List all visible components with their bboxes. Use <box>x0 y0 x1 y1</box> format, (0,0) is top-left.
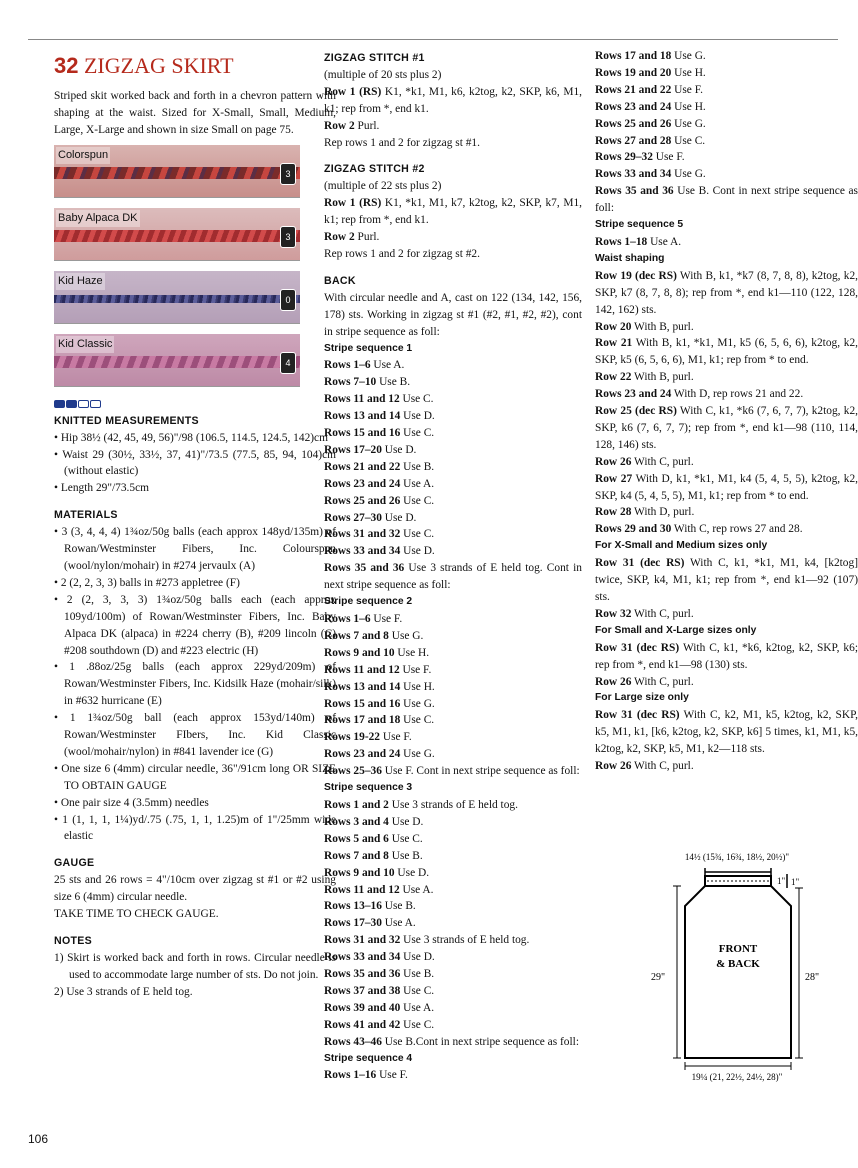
row-label: Rows 11 and 12 <box>324 393 400 406</box>
row-label: Rows 11 and 12 <box>324 883 400 896</box>
pattern-row <box>595 758 858 775</box>
top-rule <box>28 39 838 40</box>
pattern-row <box>324 696 582 713</box>
row-text: Use A. <box>400 1001 435 1014</box>
pattern-row <box>324 932 582 949</box>
pattern-row <box>324 628 582 645</box>
row-label: Rows 33 and 34 <box>324 545 401 558</box>
zigzag2-heading: ZIGZAG STITCH #2 <box>324 163 425 176</box>
row-text: With D, rep rows 21 and 22. <box>671 388 804 401</box>
pattern-row <box>595 65 858 82</box>
pattern-row <box>595 149 858 166</box>
row-label: Row 31 (dec RS) <box>595 709 680 722</box>
gauge-heading: GAUGE <box>54 857 95 870</box>
row-text: With B, k1, *k1, M1, k5 (6, 5, 6, 6), k2tog, k2, SKP, k5 (6, 5, 6, 6), M1, k1; rep from * to end. <box>595 337 858 367</box>
pattern-row <box>324 476 582 493</box>
note-item: 1) Skirt is worked back and forth in rows. Circular needle is used to accommodate large number of sts. Do not join. <box>54 951 336 981</box>
row-label: Rows 17 and 18 <box>595 50 672 62</box>
stripe1-heading: Stripe sequence 1 <box>324 342 413 354</box>
pattern-row <box>595 521 858 538</box>
pattern-row <box>324 865 582 882</box>
row-label: Row 1 (RS) <box>324 85 382 98</box>
list-item: • 2 (2, 2, 3, 3) balls in #273 appletree (F) <box>54 576 240 589</box>
row-text: Use B. <box>381 900 416 913</box>
row-label: Row 28 <box>595 506 632 519</box>
yarn-strand <box>54 167 300 179</box>
list-item: • 1 .88oz/25g balls (each approx 229yd/209m) of Rowan/Westminster Fibers, Inc. Kidsilk Haze (mohair/silk) in #632 hurricane (E) <box>54 661 336 708</box>
row-text: Use F. <box>652 151 685 164</box>
row-text: Use C. <box>400 1018 435 1031</box>
pattern-row <box>595 166 858 183</box>
yarn-strand <box>54 295 300 303</box>
row-text: Use F. <box>370 613 403 625</box>
schematic-top-label: 14½ (15¾, 16¾, 18½, 20½)" <box>684 852 790 862</box>
pattern-row <box>324 246 582 263</box>
row-label: Rows 17–30 <box>324 917 382 930</box>
pattern-row <box>595 48 858 65</box>
stripe4-rows-first <box>324 1067 582 1084</box>
pattern-row <box>324 1034 582 1051</box>
row-label: Rows 15 and 16 <box>324 697 401 710</box>
row-text: Use C. <box>400 494 435 507</box>
back-heading: BACK <box>324 274 356 287</box>
row-label: Rows 25–36 <box>324 765 382 778</box>
row-label: Rows 23 and 24 <box>324 748 401 761</box>
note-item: 2) Use 3 strands of E held tog. <box>54 985 193 998</box>
pattern-page <box>30 48 858 1118</box>
list-item: • One size 6 (4mm) circular needle, 36"/91cm long OR SIZE TO OBTAIN GAUGE <box>54 762 336 792</box>
large-rows <box>595 707 858 775</box>
pattern-row <box>324 966 582 983</box>
row-label: Rows 1–18 <box>595 235 648 248</box>
row-text: Use A. <box>400 477 435 490</box>
pattern-row <box>324 195 582 229</box>
row-label: Rows 27–30 <box>324 511 382 524</box>
row-text: Use C. <box>400 528 435 541</box>
row-label: Rows 15 and 16 <box>324 427 401 440</box>
row-text: Use A. <box>399 883 434 896</box>
pattern-row <box>595 268 858 319</box>
pattern-row <box>324 493 582 510</box>
pattern-row <box>324 898 582 915</box>
skirt-schematic <box>637 848 837 1088</box>
row-text: Use F. Cont in next stripe sequence as foll: <box>381 765 580 778</box>
pattern-row <box>595 183 858 217</box>
row-text: Use F. <box>380 731 412 744</box>
row-text: Use B. <box>376 376 411 389</box>
pattern-row <box>595 471 858 505</box>
row-text: With B, purl. <box>631 371 694 384</box>
row-label: Row 26 <box>595 760 632 773</box>
xs-med-heading: For X-Small and Medium sizes only <box>595 540 768 552</box>
row-text: Use D. <box>388 815 424 828</box>
pattern-row <box>324 814 582 831</box>
zigzag2-rows <box>324 195 582 263</box>
row-text: Use F. <box>671 83 703 96</box>
materials-heading: MATERIALS <box>54 509 118 522</box>
pattern-row <box>595 133 858 150</box>
row-label: Rows 21 and 22 <box>595 83 672 96</box>
row-text: Use D. <box>381 443 417 456</box>
row-label: Rows 29–32 <box>595 151 653 164</box>
row-label: Row 25 (dec RS) <box>595 405 677 418</box>
row-text: Use B. <box>400 460 435 473</box>
row-label: Rows 31 and 32 <box>324 528 401 541</box>
row-text: Rep rows 1 and 2 for zigzag st #1. <box>324 136 480 149</box>
row-text: K1, *k1, M1, k6, k2tog, k2, SKP, k6, M1, k1; rep from *, end k1. <box>324 85 582 115</box>
pattern-row <box>324 882 582 899</box>
pattern-row <box>324 1017 582 1034</box>
pattern-row <box>324 135 582 152</box>
pattern-row <box>595 674 858 691</box>
row-label: Row 2 <box>324 231 355 244</box>
row-label: Rows 3 and 4 <box>324 815 389 828</box>
row-label: Row 22 <box>595 371 632 384</box>
row-text: With B, purl. <box>631 320 694 333</box>
row-label: Rows 23 and 24 <box>595 100 672 113</box>
row-text: Use A. <box>370 359 405 372</box>
notes-list <box>54 950 336 1001</box>
row-label: Rows 7 and 8 <box>324 629 389 642</box>
row-label: Rows 35 and 36 <box>324 562 405 575</box>
pattern-row <box>324 662 582 679</box>
yarn-weight-icon: 3 <box>280 226 296 248</box>
pattern-row <box>324 848 582 865</box>
pattern-row <box>324 645 582 662</box>
row-label: Rows 35 and 36 <box>324 968 401 981</box>
row-text: Use C. <box>400 714 435 727</box>
pattern-row <box>324 391 582 408</box>
yarn-strand <box>54 356 300 368</box>
stripe5-heading: Stripe sequence 5 <box>595 219 684 231</box>
row-text: Use C. <box>399 393 434 406</box>
yarn-swatch <box>54 208 300 261</box>
stripe4-heading: Stripe sequence 4 <box>324 1052 413 1064</box>
page-number: 106 <box>28 1132 49 1146</box>
pattern-row <box>595 504 858 521</box>
row-label: Rows 9 and 10 <box>324 866 395 879</box>
xs-med-rows <box>595 555 858 623</box>
schematic-label: FRONT & BACK <box>716 943 760 970</box>
list-item: • Length 29"/73.5cm <box>54 482 150 495</box>
pattern-row <box>595 335 858 369</box>
pattern-name: ZIGZAG SKIRT <box>83 53 234 78</box>
pattern-row <box>324 729 582 746</box>
waist-heading: Waist shaping <box>595 252 665 264</box>
row-label: Rows 13 and 14 <box>324 410 401 423</box>
row-text: Use G. <box>400 748 435 761</box>
row-text: Use B. <box>388 849 423 862</box>
row-text: Use 3 strands of E held tog. <box>388 798 518 811</box>
row-text: Use C. <box>388 832 423 845</box>
list-item: • Waist 29 (30½, 33½, 37, 41)"/73.5 (77.5, 85, 94, 104)cm (without elastic) <box>54 448 336 478</box>
pattern-row <box>324 374 582 391</box>
row-text: Use H. <box>671 66 706 79</box>
stripe2-heading: Stripe sequence 2 <box>324 596 413 608</box>
list-item: • 3 (3, 4, 4, 4) 1¾oz/50g balls (each approx 148yd/135m) of Rowan/Westminster Fibers, Inc. Colourspun (wool/nylon/mohair) in #274 jervaulx (A) <box>54 526 336 572</box>
row-label: Row 32 <box>595 607 632 620</box>
row-text: Use G. <box>671 50 706 62</box>
row-text: With C, k1, *k6, k2tog, k2, SKP, k6; rep from *, end k1—98 (130) sts. <box>595 641 858 671</box>
pattern-row <box>595 369 858 386</box>
column-1 <box>54 48 336 1001</box>
row-label: Rows 29 and 30 <box>595 523 672 536</box>
column-2 <box>324 48 582 1084</box>
row-text: With C, rep rows 27 and 28. <box>671 523 803 536</box>
yarn-weight-icon: 0 <box>280 289 296 311</box>
row-text: With C, purl. <box>631 675 694 688</box>
pattern-row <box>595 640 858 674</box>
yarn-weight-icon: 4 <box>280 352 296 374</box>
waistband-right-label: 1" <box>791 877 800 887</box>
row-text: Use 3 strands of E held tog. Cont in next stripe sequence as foll: <box>324 562 582 592</box>
intro-text: Striped skit worked back and forth in a chevron pattern with shaping at the waist. Sized for X-Small, Small, Medium, Large, X-Large and shown in size Small on page 75. <box>54 90 336 136</box>
row-label: Row 31 (dec RS) <box>595 641 680 654</box>
row-label: Rows 37 and 38 <box>324 984 401 997</box>
row-label: Rows 9 and 10 <box>324 646 395 659</box>
row-label: Rows 31 and 32 <box>324 934 401 947</box>
row-text: Purl. <box>354 119 380 132</box>
row-text: Use C. <box>400 427 435 440</box>
stripe1-rows <box>324 357 582 594</box>
row-label: Rows 1 and 2 <box>324 798 389 811</box>
pattern-row <box>595 454 858 471</box>
pattern-row <box>324 831 582 848</box>
gauge-text: 25 sts and 26 rows = 4"/10cm over zigzag st #1 or #2 using size 6 (4mm) circular needle. <box>54 874 336 904</box>
row-text: Use H. <box>394 646 430 659</box>
zigzag1-rows <box>324 84 582 152</box>
row-label: Rows 25 and 26 <box>595 117 672 130</box>
row-text: With C, purl. <box>631 607 694 620</box>
pattern-row <box>324 118 582 135</box>
row-label: Rows 23 and 24 <box>324 477 401 490</box>
row-label: Row 20 <box>595 320 632 333</box>
pattern-row <box>595 319 858 336</box>
row-label: Rows 11 and 12 <box>324 663 400 676</box>
list-item: • One pair size 4 (3.5mm) needles <box>54 796 209 809</box>
pattern-row <box>324 442 582 459</box>
pattern-row <box>595 403 858 454</box>
row-text: Use C. <box>400 984 435 997</box>
sm-xl-rows <box>595 640 858 691</box>
row-text: Use D. <box>400 410 435 423</box>
pattern-number: 32 <box>54 53 79 78</box>
stripe3-heading: Stripe sequence 3 <box>324 782 413 794</box>
row-label: Row 21 <box>595 337 633 350</box>
pattern-row <box>595 99 858 116</box>
row-text: Use A. <box>381 917 416 930</box>
pattern-row <box>324 459 582 476</box>
left-length-label: 29" <box>651 972 666 983</box>
row-text: Use G. <box>671 117 706 130</box>
row-label: Rows 1–16 <box>324 1069 377 1082</box>
row-label: Rows 17–20 <box>324 443 382 456</box>
row-text: With C, k1, *k6 (7, 6, 7, 7), k2tog, k2, SKP, k6 (7, 6, 7, 7); rep from *, end k1—98 (110, 114, 128, 146) sts. <box>595 405 858 451</box>
pattern-row <box>595 555 858 606</box>
list-item: • 2 (2, 3, 3, 3) 1¾oz/50g balls each (each approx 109yd/100m) of Rowan/Westminster Fibers, Inc. Baby Alpaca DK (alpaca) in #224 cherry (B), #209 lincoln (C) #208 southdown (D) and #223 electric (H) <box>54 593 336 657</box>
sm-xl-heading: For Small and X-Large sizes only <box>595 624 757 636</box>
row-label: Row 27 <box>595 472 633 485</box>
right-length-label: 28" <box>805 972 820 983</box>
pattern-row <box>595 82 858 99</box>
yarn-swatch <box>54 334 300 387</box>
pattern-row <box>595 386 858 403</box>
swatch-label: Kid Classic <box>56 336 114 353</box>
pattern-row <box>324 983 582 1000</box>
swatch-label: Colorspun <box>56 147 110 164</box>
large-heading: For Large size only <box>595 692 689 704</box>
knitted-measurements-heading: KNITTED MEASUREMENTS <box>54 414 199 427</box>
list-item: • 1 1¾oz/50g ball (each approx 153yd/140m) of Rowan/Westminster FIbers, Inc. Kid Classic (wool/mohair/nylon) in #841 lavender ice (G) <box>54 712 336 758</box>
row-label: Row 31 (dec RS) <box>595 557 685 570</box>
pattern-row <box>595 234 858 251</box>
zigzag1-heading: ZIGZAG STITCH #1 <box>324 52 425 64</box>
waistband <box>705 876 771 886</box>
pattern-row <box>324 84 582 118</box>
notes-heading: NOTES <box>54 935 92 947</box>
skirt-outline <box>685 886 791 1058</box>
pattern-row <box>324 797 582 814</box>
yarn-swatch <box>54 271 300 324</box>
row-text: With C, purl. <box>631 760 694 773</box>
list-item: • 1 (1, 1, 1, 1¼)yd/.75 (.75, 1, 1, 1.25)m of 1"/25mm wide elastic <box>54 813 336 843</box>
gauge-check: TAKE TIME TO CHECK GAUGE. <box>54 908 219 921</box>
row-label: Rows 17 and 18 <box>324 714 401 727</box>
row-text: Purl. <box>354 231 380 244</box>
row-text: Use A. <box>647 235 682 248</box>
pattern-row <box>324 746 582 763</box>
row-label: Rows 19-22 <box>324 731 381 744</box>
stripe4-rows-rest <box>595 48 858 217</box>
measurements-list <box>54 430 336 498</box>
row-text: With C, k2, M1, k5, k2tog, k2, SKP, k5, M1, k1, [k6, k2tog, k2, SKP, k6] 5 times, k1, M1, k5, k2tog, k2, SKP, k5, M1, k2—118 sts. <box>595 709 858 756</box>
pattern-row <box>324 560 582 594</box>
pattern-row <box>324 357 582 374</box>
pattern-row <box>595 707 858 758</box>
pattern-row <box>324 712 582 729</box>
zigzag2-multiple: (multiple of 22 sts plus 2) <box>324 180 442 193</box>
row-text: With D, purl. <box>631 506 695 519</box>
row-text: Use B. <box>400 968 435 981</box>
pattern-row <box>324 526 582 543</box>
row-text: Use F. <box>399 663 432 676</box>
materials-list <box>54 524 336 845</box>
row-label: Row 26 <box>595 455 632 468</box>
yarn-strand <box>54 230 300 242</box>
row-label: Rows 1–6 <box>324 613 371 625</box>
row-text: Use G. <box>388 629 424 642</box>
pattern-row <box>595 116 858 133</box>
row-text: With D, k1, *k1, M1, k4 (5, 4, 5, 5), k2tog, k2, SKP, k4 (5, 4, 5, 5), M1, k1; rep from * to end. <box>595 472 858 502</box>
stripe3-rows <box>324 797 582 1051</box>
pattern-row <box>324 229 582 246</box>
pattern-row <box>324 543 582 560</box>
row-text: Use H. <box>400 680 435 693</box>
yarn-swatch <box>54 145 300 198</box>
row-label: Rows 23 and 24 <box>595 388 672 401</box>
zigzag1-multiple: (multiple of 20 sts plus 2) <box>324 68 442 81</box>
row-label: Rows 25 and 26 <box>324 494 401 507</box>
pattern-row <box>324 1067 582 1084</box>
row-text: Use 3 strands of E held tog. <box>400 934 530 947</box>
row-label: Rows 35 and 36 <box>595 185 674 198</box>
row-text: Use H. <box>671 100 706 113</box>
pattern-row <box>324 679 582 696</box>
row-text: Use C. <box>671 134 706 147</box>
row-label: Rows 39 and 40 <box>324 1001 401 1014</box>
row-label: Rows 41 and 42 <box>324 1018 401 1031</box>
row-label: Rows 33 and 34 <box>595 168 672 181</box>
row-label: Rows 21 and 22 <box>324 460 401 473</box>
waist-rows <box>595 268 858 539</box>
pattern-row <box>324 611 582 628</box>
row-label: Rows 27 and 28 <box>595 134 672 147</box>
pattern-row <box>324 915 582 932</box>
pattern-row <box>324 425 582 442</box>
row-text: Use D. <box>381 511 417 524</box>
row-label: Rows 43–46 <box>324 1035 382 1048</box>
row-label: Rows 1–6 <box>324 359 371 372</box>
skill-level-icon <box>54 397 336 405</box>
row-label: Row 2 <box>324 119 355 132</box>
stripe2-rows <box>324 611 582 780</box>
row-label: Rows 19 and 20 <box>595 66 672 79</box>
row-label: Rows 13 and 14 <box>324 680 401 693</box>
row-text: Use G. <box>400 697 435 710</box>
pattern-row <box>324 1000 582 1017</box>
yarn-weight-icon: 3 <box>280 163 296 185</box>
row-text: Use B.Cont in next stripe sequence as foll: <box>381 1035 579 1048</box>
row-label: Rows 7–10 <box>324 376 377 389</box>
list-item: • Hip 38½ (42, 45, 49, 56)"/98 (106.5, 114.5, 124.5, 142)cm <box>54 431 328 444</box>
row-text: Use D. <box>394 866 430 879</box>
row-text: With C, purl. <box>631 455 694 468</box>
schematic-bottom-label: 19¼ (21, 22½, 24½, 28)" <box>691 1072 783 1082</box>
row-text: With B, k1, *k7 (8, 7, 8, 8), k2tog, k2, SKP, k7 (8, 7, 8, 8); rep from *, end k1—110 (122, 128, 142, 162) sts. <box>595 269 858 316</box>
pattern-row <box>324 510 582 527</box>
back-text: With circular needle and A, cast on 122 (134, 142, 156, 178) sts. Working in zigzag st #1 (#2, #1, #2, #2), cont in stripe sequence as foll: <box>324 291 582 338</box>
waistband-left-label: 1" <box>777 876 786 886</box>
pattern-row <box>324 949 582 966</box>
row-text: K1, *k1, M1, k7, k2tog, k2, SKP, k7, M1, k1; rep from *, end k1. <box>324 197 582 227</box>
row-label: Row 19 (dec RS) <box>595 269 677 282</box>
row-label: Rows 7 and 8 <box>324 849 389 862</box>
row-text: Rep rows 1 and 2 for zigzag st #2. <box>324 247 480 260</box>
row-text: Use F. <box>376 1069 408 1082</box>
row-label: Rows 13–16 <box>324 900 382 913</box>
row-label: Row 26 <box>595 675 632 688</box>
row-text: With C, k1, *k1, M1, k4, [k2tog] twice, SKP, k4, M1, k1; rep from *, end k1—92 (107) sts. <box>595 557 858 603</box>
column-3 <box>595 48 858 1082</box>
pattern-row <box>324 408 582 425</box>
swatch-label: Baby Alpaca DK <box>56 210 140 227</box>
row-text: Use B. Cont in next stripe sequence as foll: <box>595 185 858 215</box>
stripe5-rows <box>595 234 858 251</box>
row-label: Rows 33 and 34 <box>324 951 401 964</box>
row-text: Use D. <box>400 545 435 558</box>
pattern-row <box>595 606 858 623</box>
row-text: Use D. <box>400 951 435 964</box>
pattern-row <box>324 763 582 780</box>
pattern-title <box>54 52 336 80</box>
row-label: Row 1 (RS) <box>324 197 382 210</box>
row-text: Use G. <box>671 168 706 181</box>
row-label: Rows 5 and 6 <box>324 832 389 845</box>
swatch-label: Kid Haze <box>56 273 105 290</box>
